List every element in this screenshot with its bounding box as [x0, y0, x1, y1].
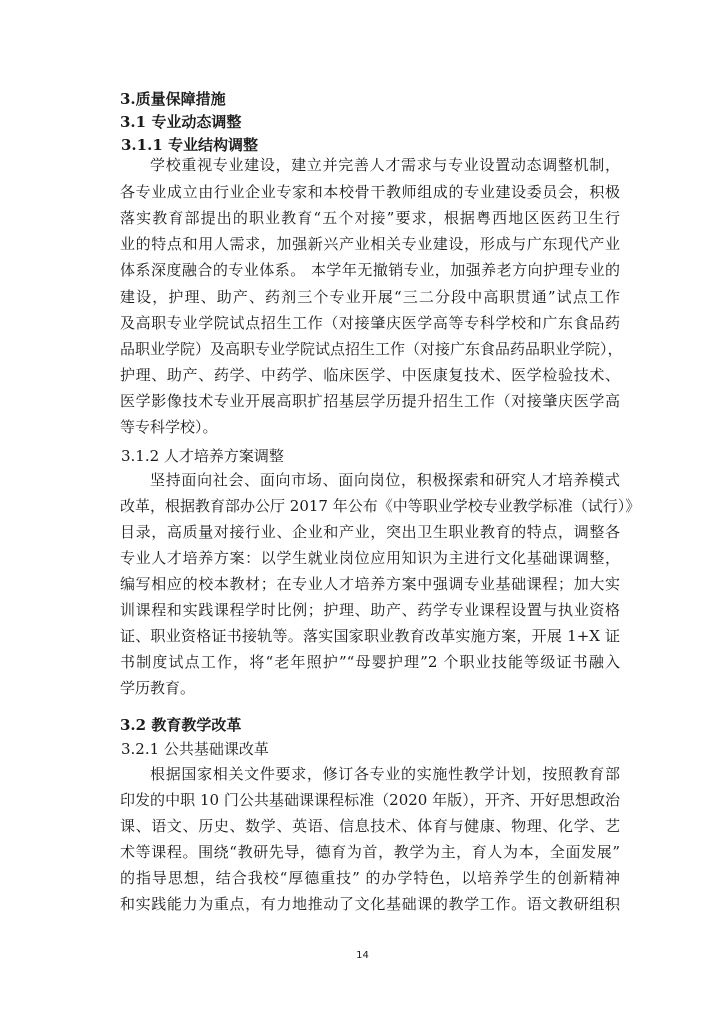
paragraph-line: 改革，根据教育部办公厅 2017 年公布《中等职业学校专业教学标准（试行）》: [120, 497, 641, 515]
paragraph-line: 根据国家相关文件要求，修订各专业的实施性教学计划，按照教育部: [150, 765, 620, 783]
paragraph-line: 训课程和实践课程学时比例；护理、助产、药学专业课程设置与执业资格: [120, 601, 620, 619]
paragraph-line: 证、职业资格证书接轨等。落实国家职业教育改革实施方案，开展 1+X 证: [120, 627, 620, 645]
section-heading-3-1-2: 3.1.2 人才培养方案调整: [121, 447, 284, 465]
paragraph-line: 医学影像技术专业开展高职扩招基层学历提升招生工作（对接肇庆医学高: [120, 392, 620, 410]
paragraph-line: 编写相应的校本教材；在专业人才培养方案中强调专业基础课程；加大实: [120, 575, 620, 593]
paragraph-line: 业的特点和用人需求，加强新兴产业相关专业建设，形成与广东现代产业: [120, 235, 620, 253]
section-heading-3-2-1: 3.2.1 公共基础课改革: [121, 740, 269, 758]
paragraph-line: 印发的中职 10 门公共基础课课程标准（2020 年版），开齐、开好思想政治: [120, 791, 620, 809]
paragraph-line: 的指导思想，结合我校“厚德重技” 的办学特色，以培养学生的创新精神: [120, 869, 620, 887]
paragraph-line: 护理、助产、药学、中药学、临床医学、中医康复技术、医学检验技术、: [120, 366, 620, 384]
section-heading-3-2: 3.2 教育教学改革: [120, 716, 242, 734]
paragraph-line: 坚持面向社会、面向市场、面向岗位，积极探索和研究人才培养模式: [150, 471, 620, 489]
paragraph-line: 术等课程。围绕“教研先导，德育为首，教学为主，育人为本，全面发展”: [120, 843, 620, 861]
paragraph-line: 书制度试点工作，将“老年照护”“母婴护理”2 个职业技能等级证书融入: [120, 653, 620, 671]
paragraph-line: 等专科学校）。: [120, 418, 218, 436]
paragraph-line: 体系深度融合的专业体系。 本学年无撤销专业，加强养老方向护理专业的: [120, 261, 620, 279]
paragraph-line: 及高职专业学院试点招生工作（对接肇庆医学高等专科学校和广东食品药: [120, 314, 620, 332]
section-heading-3-1-1: 3.1.1 专业结构调整: [121, 136, 258, 154]
paragraph-line: 课、语文、历史、数学、英语、信息技术、体育与健康、物理、化学、艺: [120, 817, 620, 835]
paragraph-line: 和实践能力为重点，有力地推动了文化基础课的教学工作。语文教研组积: [120, 895, 620, 913]
paragraph-line: 学历教育。: [120, 679, 196, 697]
section-heading-3: 3.质量保障措施: [120, 90, 226, 108]
paragraph-line: 学校重视专业建设，建立并完善人才需求与专业设置动态调整机制，: [150, 156, 620, 174]
paragraph-line: 品职业学院）及高职专业学院试点招生工作（对接广东食品药品职业学院），: [120, 340, 623, 358]
paragraph-line: 目录，高质量对接行业、企业和产业，突出卫生职业教育的特点，调整各: [120, 523, 620, 541]
page-number: 14: [356, 950, 369, 961]
paragraph-line: 各专业成立由行业企业专家和本校骨干教师组成的专业建设委员会，积极: [120, 183, 620, 201]
paragraph-line: 建设，护理、助产、药剂三个专业开展“三二分段中高职贯通”试点工作: [120, 288, 620, 306]
paragraph-line: 专业人才培养方案：以学生就业岗位应用知识为主进行文化基础课调整，: [120, 549, 620, 567]
section-heading-3-1: 3.1 专业动态调整: [120, 113, 242, 131]
paragraph-line: 落实教育部提出的职业教育“五个对接”要求，根据粤西地区医药卫生行: [120, 209, 620, 227]
